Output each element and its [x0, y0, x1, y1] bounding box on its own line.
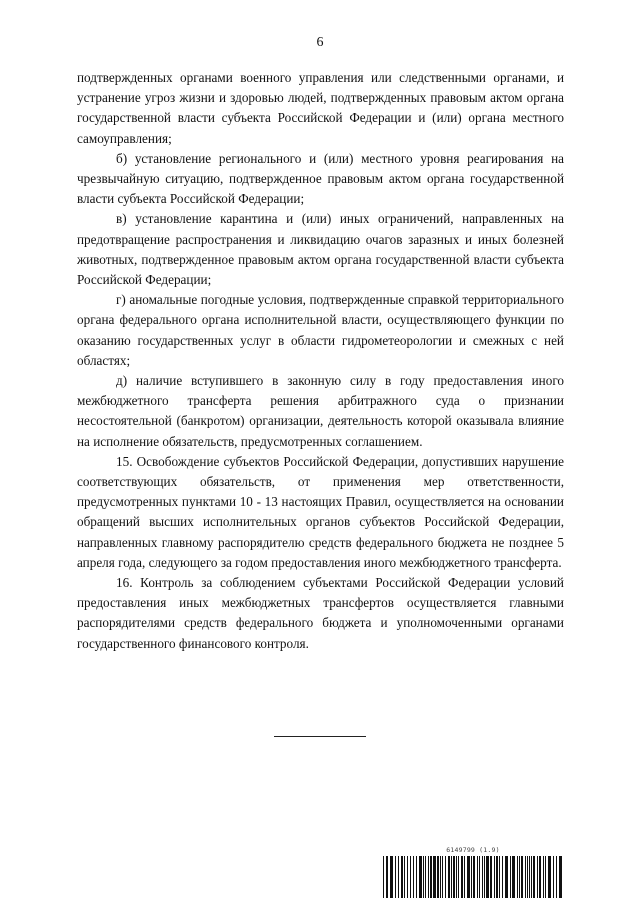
barcode-bar [505, 856, 508, 898]
barcode-bar [545, 856, 546, 898]
barcode-bar [517, 856, 518, 898]
paragraph-item-b: б) установление регионального и (или) местного уровня реагирования на чрезвычайную ситуацию, подтвержденное правовым актом органа государственной власти субъекта Российской Федерации; [77, 150, 564, 207]
end-separator-line [274, 736, 366, 737]
barcode-bar [533, 856, 535, 898]
barcode-bar [419, 856, 422, 898]
barcode-bar [407, 856, 408, 898]
barcode-bar [410, 856, 411, 898]
barcode-bar [499, 856, 500, 898]
paragraph-continuation: подтвержденных органами военного управления или следственными органами, и устранение угроз жизни и здоровью людей, подтвержденных правовым актом органа государственной власти субъекта Российской Федерации и (или) органа местного самоуправления; [77, 70, 564, 146]
barcode-bar [473, 856, 475, 898]
barcode-bar [484, 856, 485, 898]
barcode-bar [464, 856, 465, 898]
barcode-bar [413, 856, 414, 898]
barcode-bar [461, 856, 463, 898]
barcode-bar [425, 856, 426, 898]
barcode-block [383, 846, 564, 898]
barcode-bar [448, 856, 450, 898]
barcode-bar [398, 856, 399, 898]
barcode-bar [445, 856, 446, 898]
barcode-bar [490, 856, 492, 898]
barcode-bar [451, 856, 452, 898]
barcode-bar [428, 856, 429, 898]
barcode-bar [401, 856, 403, 898]
barcode-bar [456, 856, 457, 898]
barcode-bar [404, 856, 405, 898]
barcode-bar [521, 856, 523, 898]
paragraph-item-v: в) установление карантина и (или) иных ограничений, направленных на предотвращение распространения и ликвидацию очагов заразных и иных болезней животных, подтвержденное правовым актом органа государственной власти субъекта Российской Федерации; [77, 211, 564, 288]
barcode-bar [430, 856, 432, 898]
barcode-bar [442, 856, 443, 898]
barcode-bar [559, 856, 562, 898]
barcode-bar [467, 856, 470, 898]
barcode-caption: 6149799 (1.9) [446, 846, 500, 854]
barcode-bar [416, 856, 417, 898]
barcode-bar [477, 856, 478, 898]
barcode-bar [423, 856, 424, 898]
barcode-bar [433, 856, 436, 898]
barcode-bar [556, 856, 557, 898]
barcode-bar [525, 856, 526, 898]
barcode-bar [395, 856, 396, 898]
barcode-bar [519, 856, 520, 898]
barcode-bar [539, 856, 541, 898]
barcode-bar [486, 856, 489, 898]
barcode-bar [496, 856, 498, 898]
barcode-bar [482, 856, 483, 898]
page-number: 6 [316, 35, 324, 50]
barcode-bar [531, 856, 532, 898]
barcode-bar [529, 856, 530, 898]
barcode-bar [471, 856, 472, 898]
paragraph-item-d: д) наличие вступившего в законную силу в году предоставления иного межбюджетного трансферта решения арбитражного суда о признании несостоятельной (банкротом) организации, деятельность которой оказывала влияние на исполнение обязательств, предусмотренных соглашением. [77, 373, 564, 449]
barcode-bar [527, 856, 528, 898]
paragraph-clause-15: 15. Освобождение субъектов Российской Федерации, допустивших нарушение соответствующих обязательств, от применения мер ответственности, предусмотренных пунктами 10 - 13 настоящих Правил, осуществляется на основании обращений высших исполнительных органов субъектов Российской Федерации, направленных главному распорядителю средств федерального бюджета не позднее 5 апреля года, следующего за годом предоставления иного межбюджетного трансферта. [77, 453, 564, 570]
barcode-bar [553, 856, 554, 898]
barcode-bar [510, 856, 511, 898]
barcode-bar [390, 856, 393, 898]
barcode-bar [440, 856, 441, 898]
barcode-bar [537, 856, 538, 898]
barcode-image [383, 856, 564, 898]
paragraph-item-g: г) аномальные погодные условия, подтвержденные справкой территориального органа федерального органа исполнительной власти, осуществляющего функции по оказанию государственных услуг в области гидрометеорологии и смежных с ней областях; [77, 292, 564, 368]
barcode-bar [543, 856, 544, 898]
barcode-bar [502, 856, 503, 898]
barcode-bar [453, 856, 455, 898]
document-body [77, 68, 564, 654]
barcode-bar [512, 856, 515, 898]
barcode-bar [383, 856, 384, 898]
barcode-bar [548, 856, 551, 898]
barcode-bar [458, 856, 459, 898]
barcode-bar [494, 856, 495, 898]
paragraph-clause-16: 16. Контроль за соблюдением субъектами Российской Федерации условий предоставления иных межбюджетных трансфертов осуществляется главными распорядителями средств федерального бюджета и уполномоченными органами государственного финансового контроля. [77, 575, 564, 651]
barcode-bar [479, 856, 480, 898]
barcode-bar [386, 856, 388, 898]
barcode-bar [437, 856, 439, 898]
